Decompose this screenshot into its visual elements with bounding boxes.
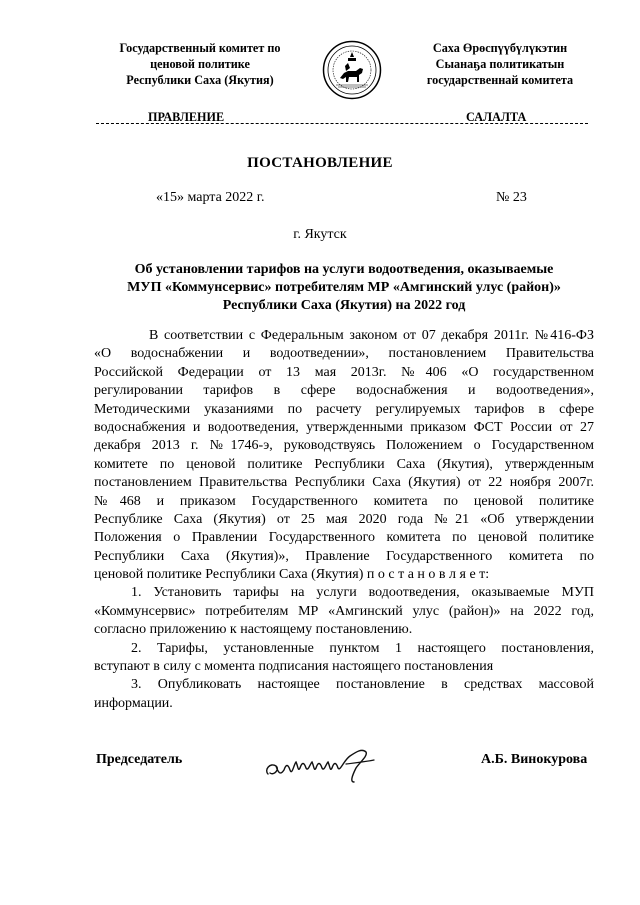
handwritten-signature xyxy=(262,742,382,788)
header-right-line: Сыанаҕа политикатын xyxy=(435,57,565,71)
item-2-line: вступают в силу с момента подписания настоящего постановления xyxy=(94,659,494,675)
subject-line: МУП «Коммунсервис» потребителям МР «Амгинский улус (район)» xyxy=(127,280,561,295)
body-line: Российской Федерации от 13 мая 2013г. №406 «О государственном xyxy=(94,364,594,380)
doc-subject xyxy=(96,261,592,315)
body-line: В соответствии с Федеральным законом от 07 декабря 2011г. №416-ФЗ xyxy=(149,328,594,343)
body-line: ценовой политике Республики Саха (Якутия) п о с т а н о в л я е т: xyxy=(94,567,490,583)
doc-body xyxy=(94,327,594,713)
body-line: регулировании тарифов в сфере водоснабжения и водоотведения», xyxy=(94,383,594,399)
doc-title: ПОСТАНОВЛЕНИЕ xyxy=(247,155,393,171)
body-line: Положения о Правлении Государственного комитета по ценовой политике xyxy=(94,530,594,546)
header-divider xyxy=(96,123,588,124)
header-right-sub: САЛАЛТА xyxy=(466,110,527,124)
header-right-block xyxy=(400,40,600,88)
item-1-line: согласно приложению к настоящему постановлению. xyxy=(94,622,413,638)
body-line: Республики Саха (Якутия)», Правление Государственного комитета по xyxy=(94,548,594,564)
item-1-line: «Коммунсервис» потребителям МР «Амгинский улус (район)» на 2022 год, xyxy=(94,603,594,619)
header-left-line: Государственный комитет по xyxy=(119,41,281,55)
body-line: Методическими указаниями по расчету регулируемых тарифов в сфере xyxy=(94,401,594,417)
item-3-line: 3. Опубликовать настоящее постановление в средствах массовой xyxy=(131,677,594,693)
signer-title: Председатель xyxy=(96,752,183,767)
body-line: водоснабжения и водоотведения, утвержденными приказом ФСТ России от 27 xyxy=(94,419,594,435)
body-line: постановлением Правительства Республики Саха (Якутия) от 22 ноября 2007г. xyxy=(94,475,594,491)
item-1-line: 1. Установить тарифы на услуги водоотведения, оказываемые МУП xyxy=(131,585,594,601)
body-line: Республике Саха (Якутия) от 25 мая 2020 года №21 «Об утверждении xyxy=(94,511,594,527)
body-line: комитете по ценовой политике Республики Саха (Якутия), утвержденным xyxy=(94,456,594,472)
header-left-line: Республики Саха (Якутия) xyxy=(126,73,274,87)
coat-of-arms-seal xyxy=(322,40,382,100)
subject-line: Об установлении тарифов на услуги водоотведения, оказываемые xyxy=(134,262,554,277)
header-left-line: ценовой политике xyxy=(150,57,250,71)
item-3-line: информации. xyxy=(94,695,173,711)
header-right-line: государственнай комитета xyxy=(426,73,574,87)
doc-date: «15» марта 2022 г. xyxy=(156,190,265,205)
doc-number: № 23 xyxy=(496,190,527,205)
signer-name: А.Б. Винокурова xyxy=(481,752,588,767)
header-left-block xyxy=(95,40,305,88)
body-line: №468 и приказом Государственного комитета по ценовой политике xyxy=(94,493,594,509)
header-left-sub: ПРАВЛЕНИЕ xyxy=(148,110,225,124)
doc-city: г. Якутск xyxy=(293,227,347,242)
subject-line: Республики Саха (Якутия) на 2022 год xyxy=(222,298,466,313)
item-2-line: 2. Тарифы, установленные пунктом 1 настоящего постановления, xyxy=(131,640,594,656)
header-right-line: Саха Өрөспүүбүлүкэтин xyxy=(432,41,568,55)
body-line: «О водоснабжении и водоотведении», постановлением Правительства xyxy=(94,346,594,362)
body-line: декабря 2013 г. №1746-э, руководствуясь Положением о Государственном xyxy=(94,438,594,454)
